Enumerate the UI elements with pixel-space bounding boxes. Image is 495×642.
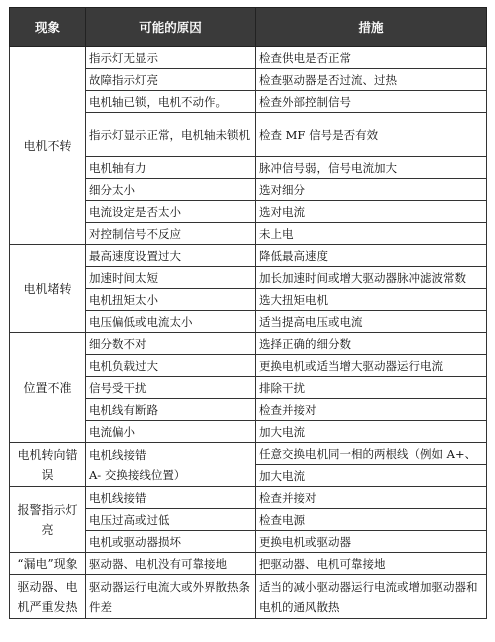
cause-cell: 细分数不对 bbox=[86, 333, 256, 355]
table-row bbox=[10, 575, 487, 619]
cause-cell: 对控制信号不反应 bbox=[86, 223, 256, 245]
cause-continuation: A- 交换接线位置） bbox=[89, 467, 186, 482]
cause-cell: 电压偏低或电流太小 bbox=[86, 311, 256, 333]
action-cell: 选大扭矩电机 bbox=[256, 289, 487, 311]
action-cell: 未上电 bbox=[256, 223, 487, 245]
phenomenon-cell: 位置不准 bbox=[10, 333, 86, 443]
cause-cell: 最高速度设置过大 bbox=[86, 245, 256, 267]
fault-table bbox=[9, 7, 487, 619]
phenomenon-cell: “漏电”现象 bbox=[10, 553, 86, 575]
cause-cell: 驱动器运行电流大或外界散热条件差 bbox=[86, 575, 256, 619]
cause-cell: 指示灯无显示 bbox=[86, 47, 256, 69]
cause-text: 电机线接错 bbox=[89, 447, 147, 462]
action-cell: 检查 MF 信号是否有效 bbox=[256, 113, 487, 157]
action-cell: 检查电源 bbox=[256, 509, 487, 531]
header-cause: 可能的原因 bbox=[86, 8, 256, 47]
header-row bbox=[10, 8, 487, 47]
phenomenon-cell: 报警指示灯亮 bbox=[10, 487, 86, 553]
table-row bbox=[10, 443, 487, 465]
phenomenon-cell: 电机转向错误 bbox=[10, 443, 86, 487]
cause-cell: 电流设定是否太小 bbox=[86, 201, 256, 223]
cause-cell: 信号受干扰 bbox=[86, 377, 256, 399]
action-cell: 更换电机或适当增大驱动器运行电流 bbox=[256, 355, 487, 377]
action-cell: 选对细分 bbox=[256, 179, 487, 201]
table-row bbox=[10, 487, 487, 509]
cause-cell: 细分太小 bbox=[86, 179, 256, 201]
cause-cell: 驱动器、电机没有可靠接地 bbox=[86, 553, 256, 575]
action-cell: 检查并接对 bbox=[256, 399, 487, 421]
cause-cell: 电机轴有力 bbox=[86, 157, 256, 179]
cause-cell: 电流偏小 bbox=[86, 421, 256, 443]
cause-cell: 电压过高或过低 bbox=[86, 509, 256, 531]
cause-cell: 电机轴已锁，电机不动作。 bbox=[86, 91, 256, 113]
action-cell: 适当的减小驱动器运行电流或增加驱动器和电机的通风散热 bbox=[256, 575, 487, 619]
cause-cell: 电机负载过大 bbox=[86, 355, 256, 377]
cause-cell: 电机或驱动器损坏 bbox=[86, 531, 256, 553]
action-cell: 降低最高速度 bbox=[256, 245, 487, 267]
action-cell: 选对电流 bbox=[256, 201, 487, 223]
action-cell: 适当提高电压或电流 bbox=[256, 311, 487, 333]
phenomenon-cell: 驱动器、电机严重发热 bbox=[10, 575, 86, 619]
cause-cell: 电机线有断路 bbox=[86, 399, 256, 421]
table-row bbox=[10, 245, 487, 267]
action-cell: 加大电流 bbox=[256, 465, 487, 487]
header-phenomenon: 现象 bbox=[10, 8, 86, 47]
header-action: 措施 bbox=[256, 8, 487, 47]
cause-cell: 指示灯显示正常，电机轴未锁机 bbox=[86, 113, 256, 157]
action-cell: 排除干扰 bbox=[256, 377, 487, 399]
action-cell: 检查并接对 bbox=[256, 487, 487, 509]
action-cell: 脉冲信号弱，信号电流加大 bbox=[256, 157, 487, 179]
cause-cell bbox=[86, 443, 256, 487]
cause-cell: 加速时间太短 bbox=[86, 267, 256, 289]
action-cell: 选择正确的细分数 bbox=[256, 333, 487, 355]
action-cell: 加大电流 bbox=[256, 421, 487, 443]
action-cell: 加长加速时间或增大驱动器脉冲滤波常数 bbox=[256, 267, 487, 289]
cause-cell: 故障指示灯亮 bbox=[86, 69, 256, 91]
table-row bbox=[10, 333, 487, 355]
action-cell: 检查外部控制信号 bbox=[256, 91, 487, 113]
action-text: 任意交换电机同一相的两根线（例如 A+、 bbox=[259, 446, 477, 461]
cause-cell: 电机扭矩太小 bbox=[86, 289, 256, 311]
action-cell: 把驱动器、电机可靠接地 bbox=[256, 553, 487, 575]
action-cell: 更换电机或驱动器 bbox=[256, 531, 487, 553]
table-row bbox=[10, 47, 487, 69]
action-cell: 检查供电是否正常 bbox=[256, 47, 487, 69]
action-cell: 检查驱动器是否过流、过热 bbox=[256, 69, 487, 91]
phenomenon-cell: 电机堵转 bbox=[10, 245, 86, 333]
table-row bbox=[10, 553, 487, 575]
phenomenon-cell: 电机不转 bbox=[10, 47, 86, 245]
cause-cell: 电机线接错 bbox=[86, 487, 256, 509]
action-cell bbox=[256, 443, 487, 465]
